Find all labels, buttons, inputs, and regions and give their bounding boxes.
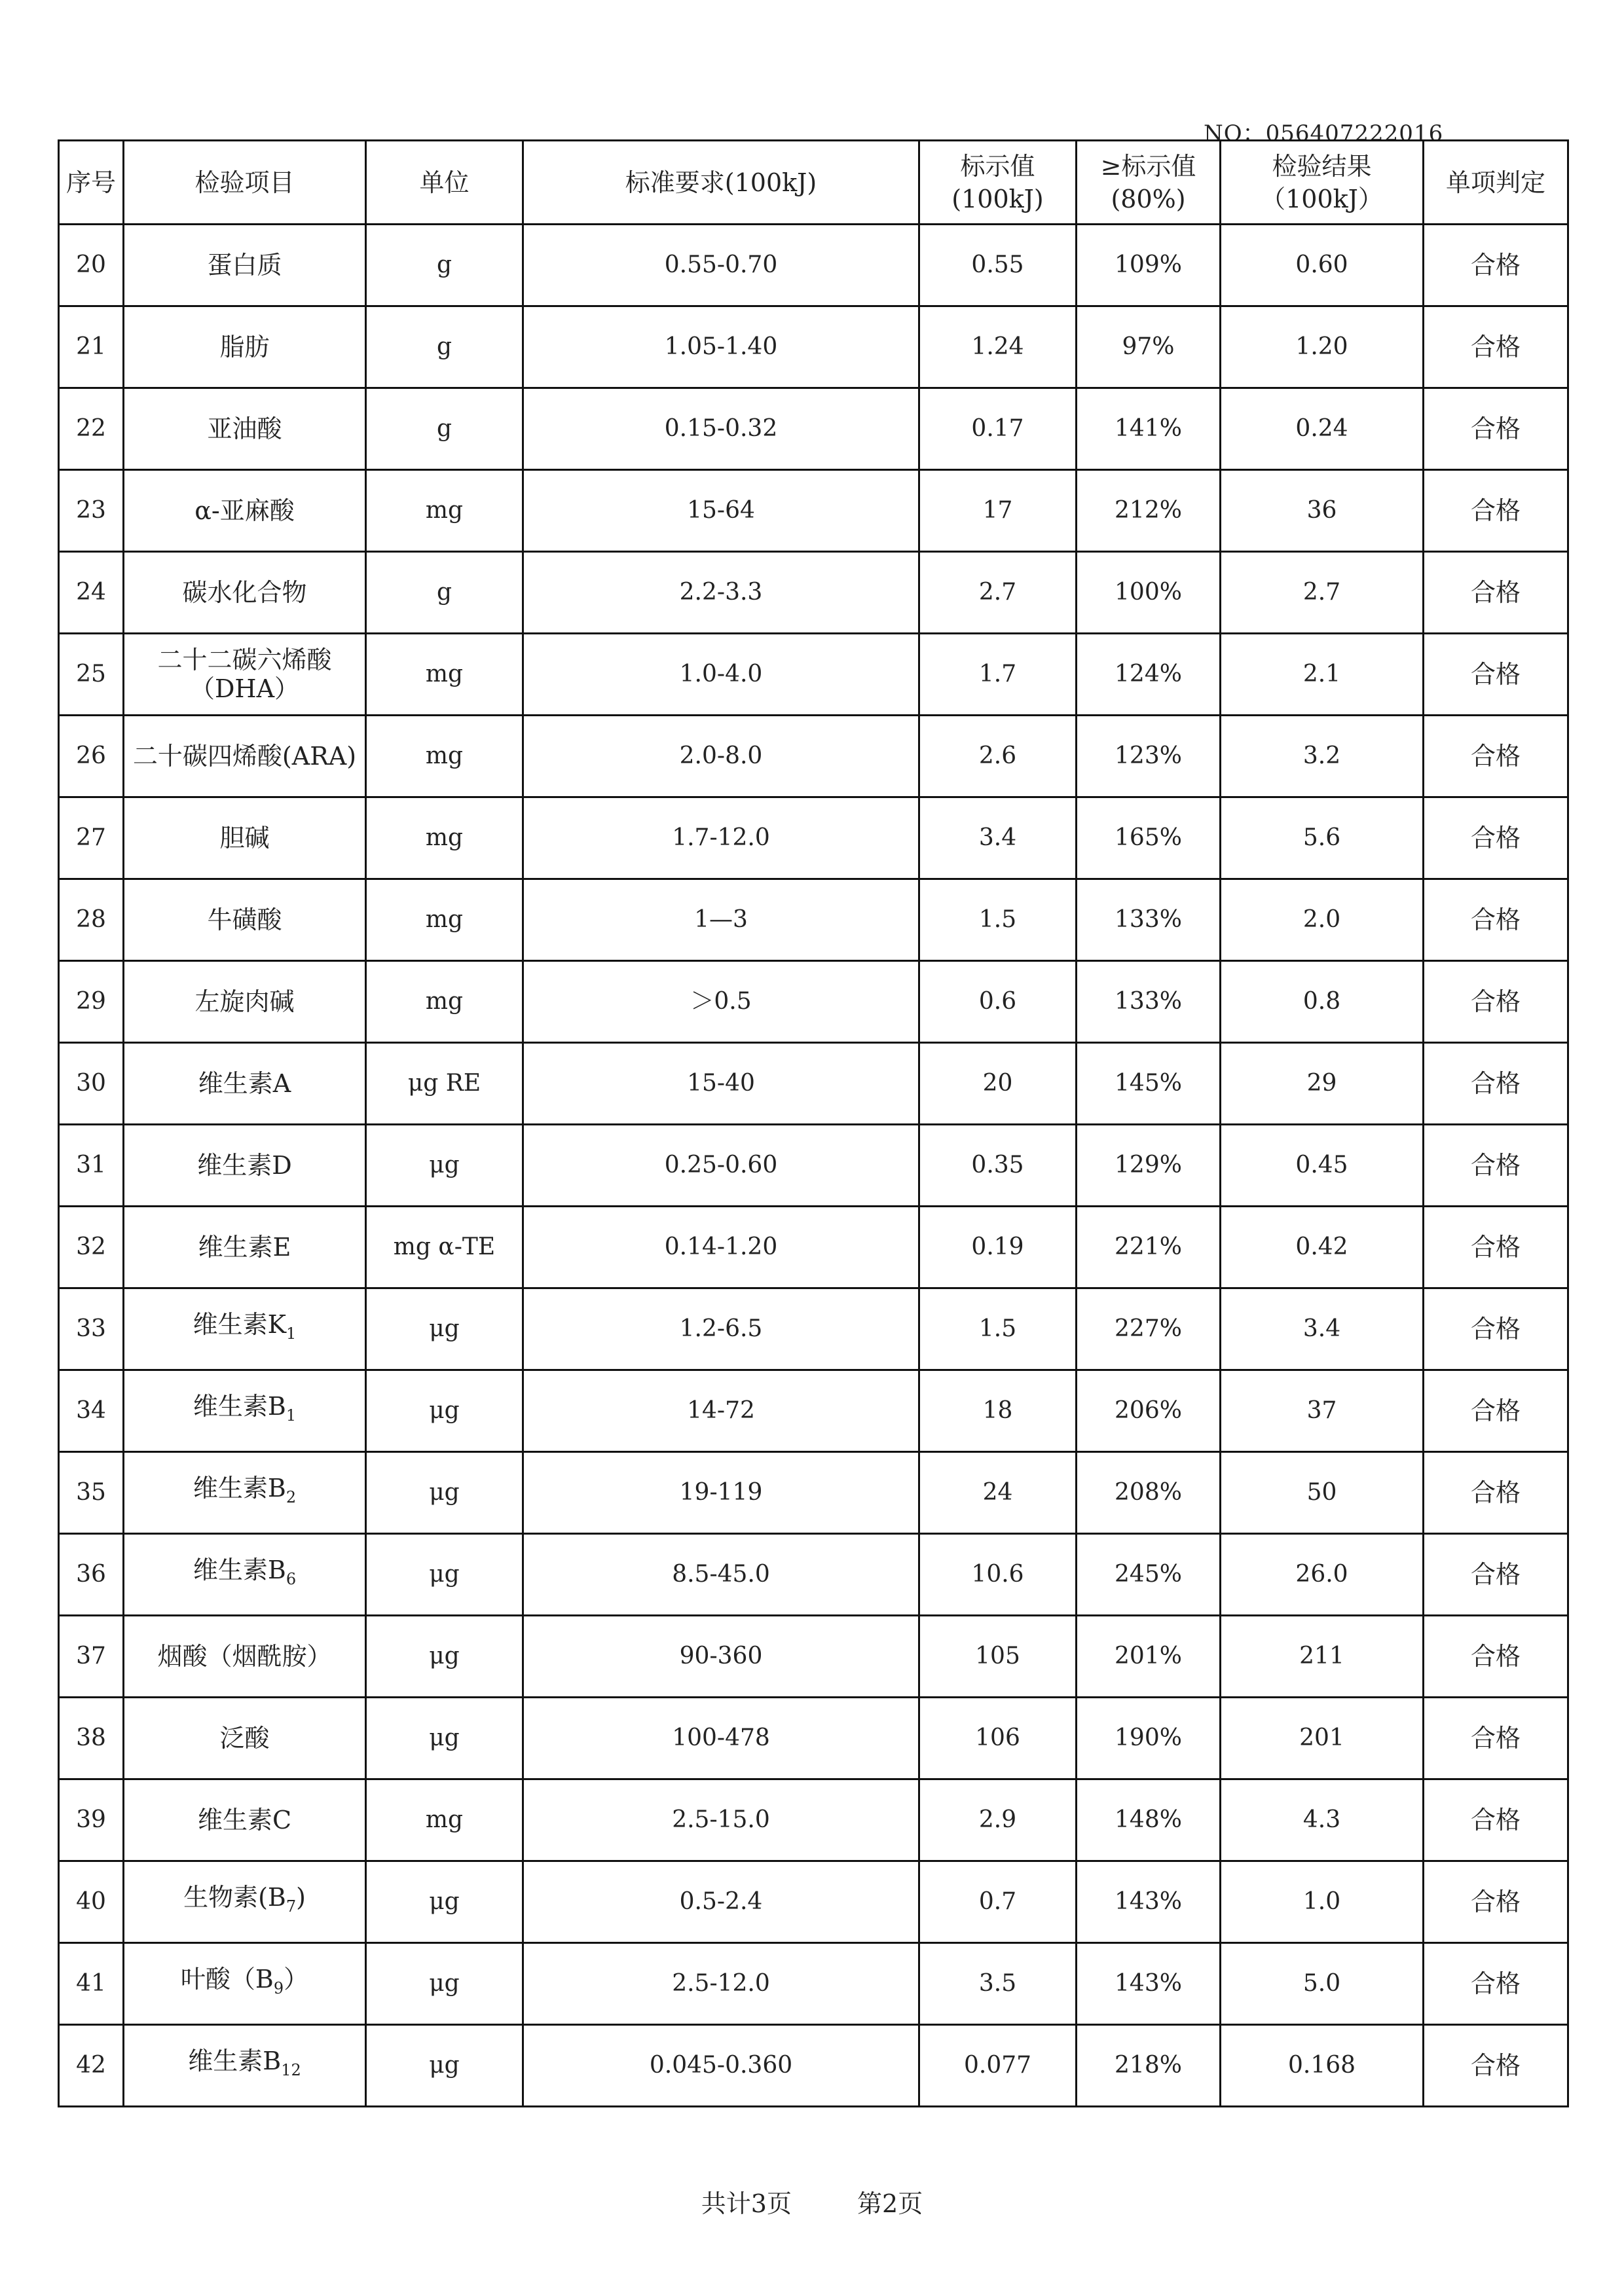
table-row <box>59 388 1568 470</box>
cell-unit: μg RE <box>366 1043 523 1125</box>
cell-item <box>124 797 366 879</box>
cell-no: 25 <box>59 634 124 716</box>
cell-verdict: 合格 <box>1424 1534 1568 1616</box>
cell-no: 26 <box>59 716 124 797</box>
table-header-row <box>59 141 1568 225</box>
item-subscript: 9 <box>273 1979 284 1997</box>
report-number: NO：056407222016 <box>1204 120 1444 147</box>
item-name: 生物素(B <box>183 1883 286 1912</box>
cell-standard: 14-72 <box>523 1370 919 1452</box>
cell-item <box>124 961 366 1043</box>
cell-result: 0.24 <box>1221 388 1424 470</box>
table-row <box>59 2025 1568 2107</box>
table-row <box>59 1534 1568 1616</box>
item-subscript: 1 <box>286 1406 297 1425</box>
cell-item <box>124 1616 366 1698</box>
cell-verdict: 合格 <box>1424 306 1568 388</box>
cell-standard: 0.25-0.60 <box>523 1125 919 1207</box>
cell-no: 41 <box>59 1943 124 2025</box>
cell-item <box>124 1288 366 1370</box>
cell-result: 29 <box>1221 1043 1424 1125</box>
cell-no: 20 <box>59 225 124 306</box>
cell-label-value: 18 <box>919 1370 1077 1452</box>
cell-standard: 0.5-2.4 <box>523 1861 919 1943</box>
inspection-table <box>58 139 1569 2107</box>
cell-standard: 2.2-3.3 <box>523 552 919 634</box>
cell-standard: 1.05-1.40 <box>523 306 919 388</box>
cell-verdict: 合格 <box>1424 634 1568 716</box>
cell-verdict: 合格 <box>1424 388 1568 470</box>
cell-label-value: 0.077 <box>919 2025 1077 2107</box>
cell-percent: 123% <box>1077 716 1221 797</box>
cell-no: 31 <box>59 1125 124 1207</box>
item-name: 烟酸（烟酰胺） <box>157 1642 332 1671</box>
cell-item <box>124 879 366 961</box>
cell-percent: 165% <box>1077 797 1221 879</box>
cell-result: 0.8 <box>1221 961 1424 1043</box>
cell-no: 32 <box>59 1207 124 1288</box>
cell-percent: 190% <box>1077 1698 1221 1779</box>
header-label-value: 标示值 (100kJ) <box>919 141 1077 225</box>
cell-standard: 100-478 <box>523 1698 919 1779</box>
cell-percent: 206% <box>1077 1370 1221 1452</box>
cell-no: 30 <box>59 1043 124 1125</box>
cell-unit: mg <box>366 797 523 879</box>
cell-no: 38 <box>59 1698 124 1779</box>
item-name: 维生素A <box>198 1069 291 1098</box>
item-name: 维生素B <box>188 2047 282 2075</box>
current-page: 第2页 <box>857 2189 923 2218</box>
table-row <box>59 961 1568 1043</box>
table-row <box>59 1370 1568 1452</box>
cell-standard: 19-119 <box>523 1452 919 1534</box>
cell-item <box>124 1370 366 1452</box>
table-row <box>59 1288 1568 1370</box>
cell-percent: 143% <box>1077 1943 1221 2025</box>
cell-percent: 129% <box>1077 1125 1221 1207</box>
cell-no: 39 <box>59 1779 124 1861</box>
cell-unit: μg <box>366 1616 523 1698</box>
cell-verdict: 合格 <box>1424 1698 1568 1779</box>
cell-verdict: 合格 <box>1424 2025 1568 2107</box>
item-subscript: 7 <box>286 1897 297 1916</box>
cell-standard: 1.7-12.0 <box>523 797 919 879</box>
cell-label-value: 1.7 <box>919 634 1077 716</box>
cell-percent: 97% <box>1077 306 1221 388</box>
cell-percent: 109% <box>1077 225 1221 306</box>
cell-item <box>124 1943 366 2025</box>
cell-verdict: 合格 <box>1424 1861 1568 1943</box>
cell-standard: 15-40 <box>523 1043 919 1125</box>
cell-standard: 0.14-1.20 <box>523 1207 919 1288</box>
table-row <box>59 225 1568 306</box>
header-result: 检验结果 （100kJ） <box>1221 141 1424 225</box>
cell-verdict: 合格 <box>1424 961 1568 1043</box>
cell-verdict: 合格 <box>1424 716 1568 797</box>
header-no: 序号 <box>59 141 124 225</box>
cell-percent: 143% <box>1077 1861 1221 1943</box>
cell-standard: 15-64 <box>523 470 919 552</box>
cell-standard: 0.15-0.32 <box>523 388 919 470</box>
table-row <box>59 1616 1568 1698</box>
cell-label-value: 1.24 <box>919 306 1077 388</box>
cell-percent: 133% <box>1077 879 1221 961</box>
table-row <box>59 716 1568 797</box>
table-row <box>59 1207 1568 1288</box>
item-name: 二十碳四烯酸(ARA) <box>132 742 357 771</box>
cell-verdict: 合格 <box>1424 1943 1568 2025</box>
cell-result: 0.45 <box>1221 1125 1424 1207</box>
cell-no: 28 <box>59 879 124 961</box>
cell-item <box>124 225 366 306</box>
table-row <box>59 879 1568 961</box>
item-name: 泛酸 <box>219 1724 270 1753</box>
cell-verdict: 合格 <box>1424 797 1568 879</box>
cell-standard: 90-360 <box>523 1616 919 1698</box>
cell-no: 33 <box>59 1288 124 1370</box>
cell-item <box>124 716 366 797</box>
cell-result: 1.20 <box>1221 306 1424 388</box>
cell-label-value: 0.19 <box>919 1207 1077 1288</box>
cell-standard: 0.045-0.360 <box>523 2025 919 2107</box>
cell-label-value: 20 <box>919 1043 1077 1125</box>
cell-standard: 1.2-6.5 <box>523 1288 919 1370</box>
cell-item <box>124 1861 366 1943</box>
cell-no: 23 <box>59 470 124 552</box>
cell-verdict: 合格 <box>1424 1207 1568 1288</box>
cell-label-value: 3.4 <box>919 797 1077 879</box>
cell-label-value: 106 <box>919 1698 1077 1779</box>
header-unit: 单位 <box>366 141 523 225</box>
item-name: 维生素E <box>198 1233 291 1262</box>
cell-item <box>124 1207 366 1288</box>
cell-verdict: 合格 <box>1424 1370 1568 1452</box>
cell-no: 24 <box>59 552 124 634</box>
item-name: 脂肪 <box>219 333 270 361</box>
cell-verdict: 合格 <box>1424 1779 1568 1861</box>
cell-item <box>124 470 366 552</box>
cell-standard: 1—3 <box>523 879 919 961</box>
cell-verdict: 合格 <box>1424 1452 1568 1534</box>
cell-result: 3.4 <box>1221 1288 1424 1370</box>
cell-result: 2.0 <box>1221 879 1424 961</box>
cell-unit: mg <box>366 470 523 552</box>
cell-result: 26.0 <box>1221 1534 1424 1616</box>
item-name: 牛磺酸 <box>207 905 282 934</box>
cell-label-value: 0.17 <box>919 388 1077 470</box>
header-percent: ≥标示值 (80%) <box>1077 141 1221 225</box>
cell-result: 37 <box>1221 1370 1424 1452</box>
item-name: 维生素D <box>197 1151 292 1180</box>
cell-no: 21 <box>59 306 124 388</box>
cell-label-value: 0.6 <box>919 961 1077 1043</box>
item-name: 维生素B <box>193 1556 286 1584</box>
cell-unit: g <box>366 306 523 388</box>
cell-standard: 2.0-8.0 <box>523 716 919 797</box>
cell-result: 50 <box>1221 1452 1424 1534</box>
cell-label-value: 1.5 <box>919 879 1077 961</box>
cell-item <box>124 552 366 634</box>
cell-item <box>124 1452 366 1534</box>
cell-label-value: 17 <box>919 470 1077 552</box>
cell-verdict: 合格 <box>1424 879 1568 961</box>
cell-verdict: 合格 <box>1424 1616 1568 1698</box>
cell-item <box>124 1125 366 1207</box>
cell-item <box>124 1698 366 1779</box>
cell-no: 29 <box>59 961 124 1043</box>
cell-label-value: 24 <box>919 1452 1077 1534</box>
cell-result: 3.2 <box>1221 716 1424 797</box>
cell-unit: g <box>366 552 523 634</box>
cell-no: 35 <box>59 1452 124 1534</box>
item-suffix: ) <box>296 1883 306 1912</box>
cell-label-value: 2.7 <box>919 552 1077 634</box>
cell-no: 36 <box>59 1534 124 1616</box>
cell-unit: mg α-TE <box>366 1207 523 1288</box>
item-name: 维生素B <box>193 1392 286 1421</box>
table-row <box>59 1861 1568 1943</box>
cell-unit: μg <box>366 1943 523 2025</box>
table-row <box>59 306 1568 388</box>
cell-unit: mg <box>366 634 523 716</box>
item-name: 胆碱 <box>219 824 270 852</box>
item-name: 二十二碳六烯酸 （DHA） <box>157 646 332 703</box>
table-row <box>59 1125 1568 1207</box>
cell-unit: μg <box>366 1370 523 1452</box>
table-row <box>59 552 1568 634</box>
item-name: 维生素B <box>193 1474 286 1503</box>
cell-no: 22 <box>59 388 124 470</box>
cell-result: 2.1 <box>1221 634 1424 716</box>
cell-label-value: 0.35 <box>919 1125 1077 1207</box>
cell-unit: mg <box>366 1779 523 1861</box>
cell-verdict: 合格 <box>1424 552 1568 634</box>
cell-label-value: 3.5 <box>919 1943 1077 2025</box>
cell-result: 211 <box>1221 1616 1424 1698</box>
cell-percent: 148% <box>1077 1779 1221 1861</box>
cell-percent: 212% <box>1077 470 1221 552</box>
cell-result: 201 <box>1221 1698 1424 1779</box>
cell-result: 1.0 <box>1221 1861 1424 1943</box>
cell-standard: ＞0.5 <box>523 961 919 1043</box>
cell-unit: μg <box>366 1534 523 1616</box>
cell-unit: g <box>366 225 523 306</box>
cell-result: 5.6 <box>1221 797 1424 879</box>
cell-result: 36 <box>1221 470 1424 552</box>
cell-standard: 1.0-4.0 <box>523 634 919 716</box>
cell-no: 27 <box>59 797 124 879</box>
cell-label-value: 2.6 <box>919 716 1077 797</box>
cell-percent: 218% <box>1077 2025 1221 2107</box>
item-name: 维生素C <box>197 1806 292 1834</box>
cell-standard: 8.5-45.0 <box>523 1534 919 1616</box>
item-subscript: 2 <box>286 1488 297 1506</box>
cell-percent: 141% <box>1077 388 1221 470</box>
cell-result: 0.42 <box>1221 1207 1424 1288</box>
cell-unit: mg <box>366 879 523 961</box>
cell-item <box>124 1779 366 1861</box>
item-subscript: 12 <box>281 2061 301 2079</box>
cell-no: 34 <box>59 1370 124 1452</box>
cell-percent: 100% <box>1077 552 1221 634</box>
header-item: 检验项目 <box>124 141 366 225</box>
cell-percent: 145% <box>1077 1043 1221 1125</box>
item-subscript: 6 <box>286 1570 297 1588</box>
table-row <box>59 1043 1568 1125</box>
item-name: 亚油酸 <box>207 414 282 443</box>
cell-verdict: 合格 <box>1424 225 1568 306</box>
cell-standard: 2.5-15.0 <box>523 1779 919 1861</box>
header-standard: 标准要求(100kJ) <box>523 141 919 225</box>
cell-no: 40 <box>59 1861 124 1943</box>
cell-unit: μg <box>366 1125 523 1207</box>
item-name: α-亚麻酸 <box>194 496 295 525</box>
item-name: 碳水化合物 <box>182 578 307 607</box>
cell-item <box>124 1534 366 1616</box>
cell-percent: 124% <box>1077 634 1221 716</box>
cell-percent: 201% <box>1077 1616 1221 1698</box>
cell-result: 4.3 <box>1221 1779 1424 1861</box>
cell-result: 2.7 <box>1221 552 1424 634</box>
table-row <box>59 1452 1568 1534</box>
cell-result: 5.0 <box>1221 1943 1424 2025</box>
table-row <box>59 634 1568 716</box>
cell-verdict: 合格 <box>1424 1288 1568 1370</box>
cell-verdict: 合格 <box>1424 470 1568 552</box>
cell-item <box>124 1043 366 1125</box>
table-row <box>59 470 1568 552</box>
item-name: 蛋白质 <box>207 251 282 280</box>
item-suffix: ） <box>284 1965 309 1994</box>
cell-label-value: 2.9 <box>919 1779 1077 1861</box>
cell-result: 0.60 <box>1221 225 1424 306</box>
cell-item <box>124 2025 366 2107</box>
table-row <box>59 1943 1568 2025</box>
cell-label-value: 0.55 <box>919 225 1077 306</box>
cell-label-value: 105 <box>919 1616 1077 1698</box>
cell-item <box>124 634 366 716</box>
cell-percent: 133% <box>1077 961 1221 1043</box>
cell-verdict: 合格 <box>1424 1125 1568 1207</box>
cell-result: 0.168 <box>1221 2025 1424 2107</box>
table-row <box>59 1698 1568 1779</box>
cell-verdict: 合格 <box>1424 1043 1568 1125</box>
cell-standard: 2.5-12.0 <box>523 1943 919 2025</box>
page-footer <box>0 2183 1624 2219</box>
table-row <box>59 797 1568 879</box>
cell-item <box>124 388 366 470</box>
table-row <box>59 1779 1568 1861</box>
cell-no: 37 <box>59 1616 124 1698</box>
cell-label-value: 0.7 <box>919 1861 1077 1943</box>
cell-unit: μg <box>366 1288 523 1370</box>
item-name: 左旋肉碱 <box>194 987 295 1016</box>
cell-unit: μg <box>366 2025 523 2107</box>
cell-label-value: 1.5 <box>919 1288 1077 1370</box>
cell-percent: 208% <box>1077 1452 1221 1534</box>
cell-percent: 221% <box>1077 1207 1221 1288</box>
item-name: 叶酸（B <box>180 1965 274 1994</box>
cell-item <box>124 306 366 388</box>
cell-unit: μg <box>366 1861 523 1943</box>
cell-percent: 227% <box>1077 1288 1221 1370</box>
cell-unit: μg <box>366 1698 523 1779</box>
cell-unit: g <box>366 388 523 470</box>
total-pages: 共计3页 <box>701 2189 792 2218</box>
cell-unit: μg <box>366 1452 523 1534</box>
item-name: 维生素K <box>193 1310 287 1339</box>
cell-percent: 245% <box>1077 1534 1221 1616</box>
cell-label-value: 10.6 <box>919 1534 1077 1616</box>
cell-unit: mg <box>366 716 523 797</box>
cell-standard: 0.55-0.70 <box>523 225 919 306</box>
header-verdict: 单项判定 <box>1424 141 1568 225</box>
cell-no: 42 <box>59 2025 124 2107</box>
item-subscript: 1 <box>286 1324 297 1343</box>
cell-unit: mg <box>366 961 523 1043</box>
